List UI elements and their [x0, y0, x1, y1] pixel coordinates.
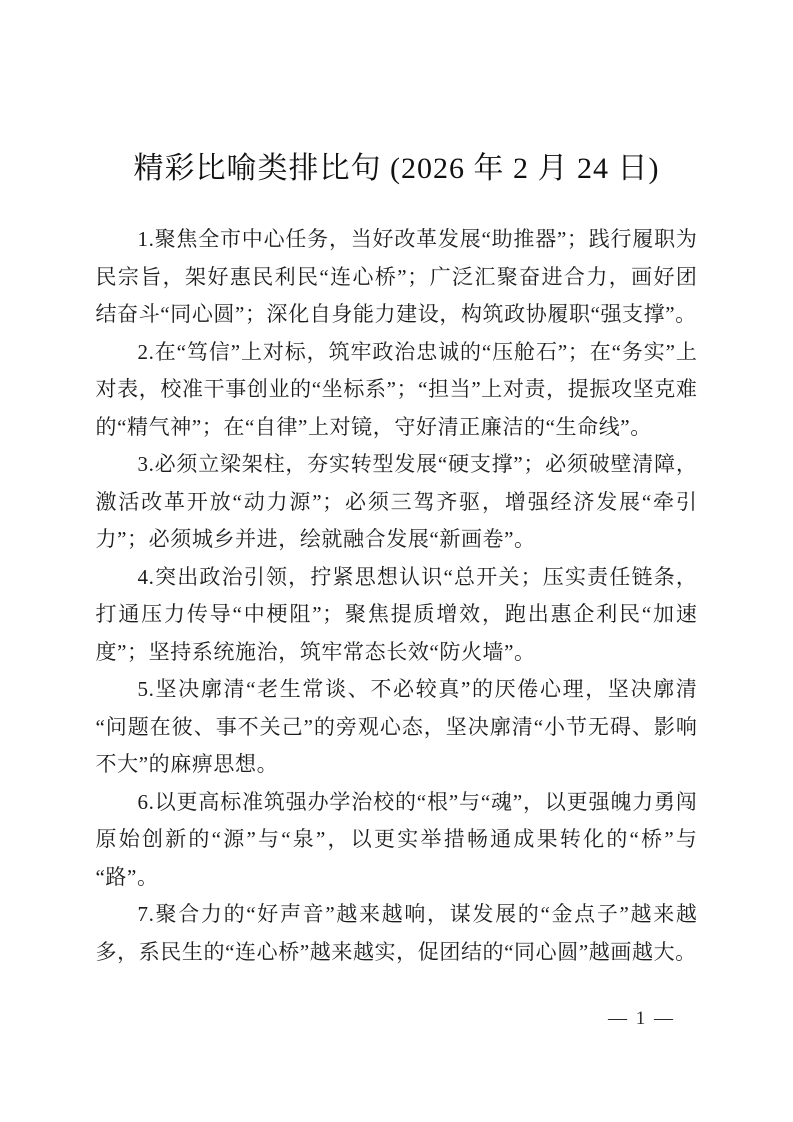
- paragraph: 2.在“笃信”上对标，筑牢政治忠诚的“压舱石”；在“务实”上对表，校准干事创业的“坐标系”；“担当”上对责，提振攻坚克难的“精气神”；在“自律”上对镜，守好清正廉洁的“生命线”。: [95, 339, 698, 439]
- paragraph: 6.以更高标准筑强办学治校的“根”与“魂”，以更强魄力勇闯原始创新的“源”与“泉”，以更实举措畅通成果转化的“桥”与“路”。: [95, 789, 698, 889]
- paragraph: 1.聚焦全市中心任务，当好改革发展“助推器”；践行履职为民宗旨，架好惠民利民“连心桥”；广泛汇聚奋进合力，画好团结奋斗“同心圆”；深化自身能力建设，构筑政协履职“强支撑”。: [95, 227, 698, 326]
- document-body: [96, 221, 698, 971]
- paragraph: 7.聚合力的“好声音”越来越响，谋发展的“金点子”越来越多，系民生的“连心桥”越来越实，促团结的“同心圆”越画越大。: [95, 902, 698, 964]
- paragraph: 3.必须立梁架柱，夯实转型发展“硬支撑”；必须破壁清障，激活改革开放“动力源”；必须三驾齐驱，增强经济发展“牵引力”；必须城乡并进，绘就融合发展“新画卷”。: [95, 452, 698, 551]
- paragraph: 5.坚决廓清“老生常谈、不必较真”的厌倦心理，坚决廓清“问题在彼、事不关己”的旁观心态，坚决廓清“小节无碍、影响不大”的麻痹思想。: [95, 677, 698, 776]
- page-title: 精彩比喻类排比句 (2026 年 2 月 24 日): [133, 152, 660, 185]
- paragraph: 4.突出政治引领，拧紧思想认识“总开关；压实责任链条，打通压力传导“中梗阻”；聚焦提质增效，跑出惠企利民“加速度”；坚持系统施治，筑牢常态长效“防火墙”。: [95, 564, 698, 664]
- page-number: — 1 —: [608, 1008, 675, 1029]
